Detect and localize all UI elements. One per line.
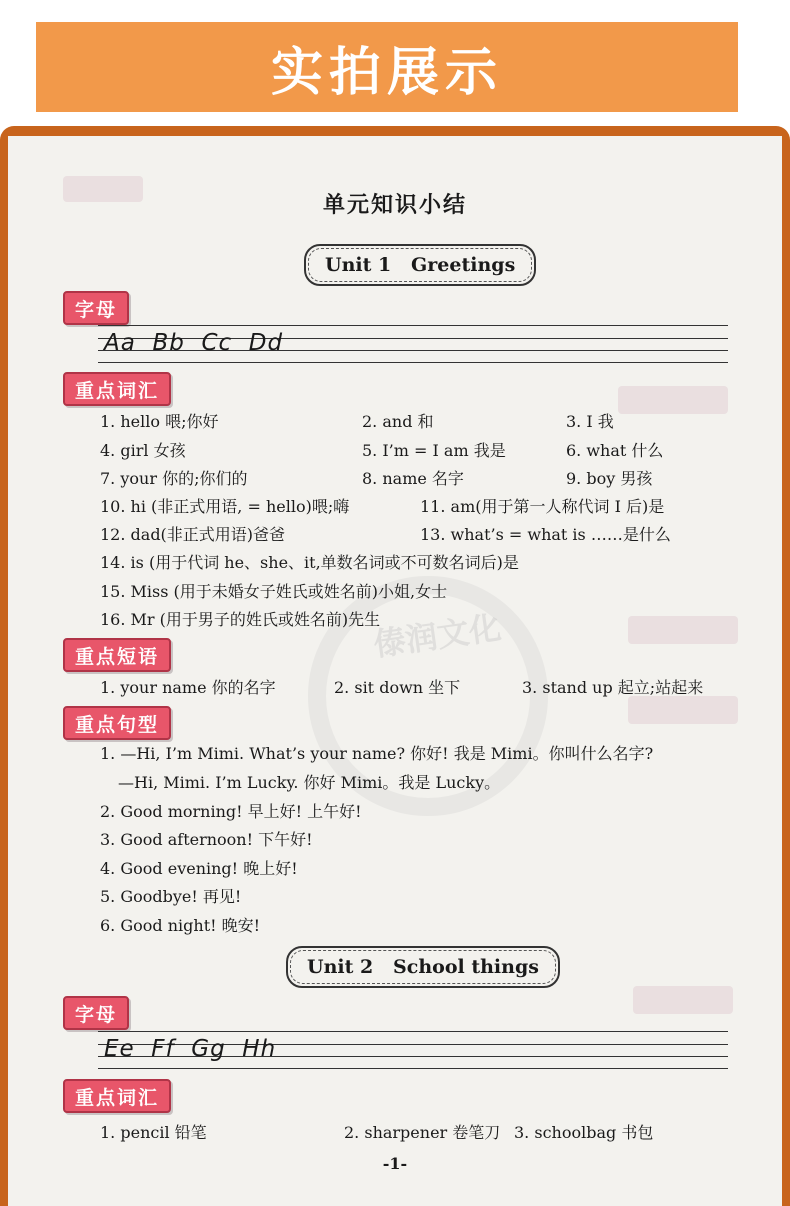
sentence-item: 2. Good morning! 早上好! 上午好! (100, 802, 362, 821)
unit1-title-box (304, 244, 536, 286)
ghost-tag (628, 616, 738, 644)
sentence-item: 5. Goodbye! 再见! (100, 887, 242, 906)
vocab-item: 15. Miss (用于未婚女子姓氏或姓名前)小姐,女士 (100, 582, 448, 601)
letters-tag: 字母 (63, 996, 129, 1030)
vocab-item: 1. hello 喂;你好 (100, 412, 219, 431)
vocab-item: 10. hi (非正式用语, = hello)喂;嗨 (100, 497, 350, 516)
vocab-item: 8. name 名字 (362, 469, 464, 488)
banner-title: 实拍展示 (270, 42, 503, 103)
sentence-item: 1. —Hi, I’m Mimi. What’s your name? 你好! 我是 Mimi。你叫什么名字? (100, 744, 654, 763)
sentences-tag: 重点句型 (63, 706, 171, 740)
vocab-item: 9. boy 男孩 (566, 469, 653, 488)
sentence-item: —Hi, Mimi. I’m Lucky. 你好 Mimi。我是 Lucky。 (118, 773, 501, 792)
sentence-item: 3. Good afternoon! 下午好! (100, 830, 313, 849)
vocab-tag: 重点词汇 (63, 372, 171, 406)
phrase-item: 3. stand up 起立;站起来 (522, 678, 704, 697)
vocab-item: 3. I 我 (566, 412, 614, 431)
phrase-item: 2. sit down 坐下 (334, 678, 461, 697)
vocab-item: 12. dad(非正式用语)爸爸 (100, 525, 286, 544)
sentence-item: 6. Good night! 晚安! (100, 916, 261, 935)
ghost-tag (633, 986, 733, 1014)
vocab-item: 16. Mr (用于男子的姓氏或姓名前)先生 (100, 610, 381, 629)
vocab-item: 13. what’s = what is ……是什么 (420, 525, 671, 544)
ghost-tag (618, 386, 728, 414)
vocab-tag: 重点词汇 (63, 1079, 171, 1113)
letters-tag: 字母 (63, 291, 129, 325)
book-page (8, 136, 782, 1206)
sentence-item: 4. Good evening! 晚上好! (100, 859, 298, 878)
banner (36, 22, 738, 112)
unit2-title: Unit 2 School things (290, 950, 556, 984)
ghost-tag (628, 696, 738, 724)
vocab-item: 6. what 什么 (566, 441, 664, 460)
unit1-title: Unit 1 Greetings (308, 248, 532, 282)
vocab-item: 7. your 你的;你们的 (100, 469, 248, 488)
unit2-title-box (286, 946, 560, 988)
unit2-letters: Ee Ff Gg Hh (104, 1036, 277, 1062)
vocab-item: 5. I’m = I am 我是 (362, 441, 506, 460)
vocab-item: 1. pencil 铅笔 (100, 1123, 207, 1142)
vocab-item: 11. am(用于第一人称代词 I 后)是 (420, 497, 665, 516)
vocab-item: 4. girl 女孩 (100, 441, 186, 460)
phrase-item: 1. your name 你的名字 (100, 678, 276, 697)
page-number: -1- (382, 1154, 408, 1173)
unit1-letters: Aa Bb Cc Dd (104, 330, 284, 356)
watermark-text: 傣润文化 (371, 608, 504, 664)
vocab-item: 2. sharpener 卷笔刀 (344, 1123, 501, 1142)
phrases-tag: 重点短语 (63, 638, 171, 672)
vocab-item: 3. schoolbag 书包 (514, 1123, 654, 1142)
vocab-item: 2. and 和 (362, 412, 434, 431)
page-title: 单元知识小结 (322, 193, 467, 218)
vocab-item: 14. is (用于代词 he、she、it,单数名词或不可数名词后)是 (100, 553, 519, 572)
